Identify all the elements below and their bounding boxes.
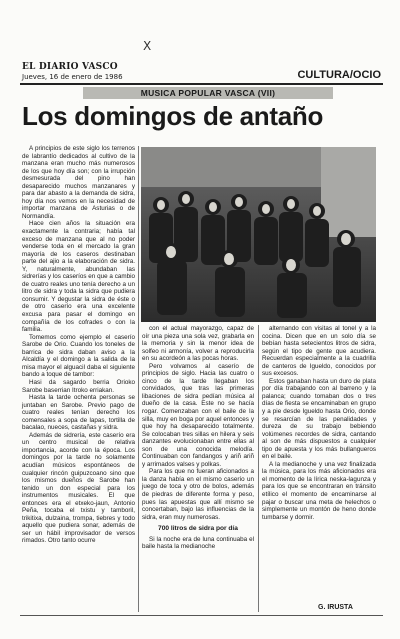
footer-rule — [20, 615, 383, 616]
photo-illustration — [141, 147, 376, 322]
paragraph: Hasi da sagardo berria Orioko Sarobe baserrian Itroko erriakan. — [22, 378, 135, 394]
section-title: CULTURA/OCIO — [297, 69, 381, 81]
column-divider — [138, 146, 139, 612]
paragraph: alternando con visitas al tonel y a la cocina. Dicen que en un solo día se bebían hasta setecientos litros de sidra, según el tipo de gente que acudiera. Recuerdan especialmente a la cuadrilla de canteros de Igueldo, conocidos por sus excesos. — [262, 325, 376, 378]
header-rule — [20, 83, 383, 85]
article-subhead: 700 litros de sidra por día — [158, 525, 238, 533]
article-column-2 — [142, 325, 254, 551]
article-kicker: MUSICA POPULAR VASCA (VII) — [83, 87, 333, 99]
paragraph: Hasta la tarde ochenta personas se juntaban en Sarobe. Previo pago de cuatro reales tenían derecho los comensales a sopa de lapas, tortilla de bacalao, nueces, castañas y sidra. — [22, 394, 135, 432]
paragraph: Para los que no fueran aficionados a la danza había en el mismo caserío un juego de toca y otro de bolos, además de piedras de diferente forma y peso, pues las apuestas que allí mismo se concertaban, bajo las influencias de la sidra, eran muy numerosas. — [142, 468, 254, 521]
article-headline: Los domingos de antaño — [22, 101, 324, 131]
paragraph: Hace cien años la situación era exactamente la contraria; había tal exceso de manzana que al no poder venderse toda en el mercado la gran mayoría de los caseros destinaban parte del ajio a la elaboración de sidra. Y, naturalmente, abundaban las sidrerías y los caseríos en que a cambio de cuatro reales uno tenía derecho a un litro de sidra y toda la sidra que pudiera consumir. Y degustar la sidra de éste o de otro caserío era una excelente excusa para pasar el domingo en compañía de los cofrades o con la familia. — [22, 220, 135, 334]
paragraph: Tomemos como ejemplo el caserío Sarobe de Orio. Cuando los toneles de barrica de sidra daban aviso a la Alcaldía y el domingo a la salida de la misa mayor el alguacil daba el siguiente bando a toque de tambor: — [22, 333, 135, 379]
issue-date: Jueves, 16 de enero de 1986 — [22, 73, 123, 81]
paragraph: A la medianoche y una vez finalizada la música, para los más aficionados era el momento de la lírica neska-lagunza y para los que se encontraran en tránsito etílico el momento de encaminarse al pajar o buscar una meta de helechos o simplemente un montón de heno donde tumbarse y dormir. — [262, 460, 376, 521]
group-photo — [141, 147, 376, 322]
author-signature: G. IRUSTA — [318, 604, 353, 611]
paragraph: Si la noche era de luna continuaba el baile hasta la medianoche — [142, 535, 254, 551]
paragraph: Estos ganaban hasta un duro de plata por día trabajando con al barreno y la palanca; cuando tomaban dos o tres días de fiesta se encaminaban en grupo y a pie desde Igueldo hasta Orio, donde se resarcían de las penalidades y dureza de su trabajo bebiendo volúmenes recordes de sidra, cantando al son de más dispuestos a cualquier tipo de apuesta y los más bullangueros en el baile. — [262, 377, 376, 461]
paragraph: Pero volvamos al caserío de principios de siglo. Hacia las cuatro o cinco de la tarde llegaban los convidados, que tras las primeras libaciones de sidra pedían música al dueño de la casa. Este no se hacía rogar. Comenzaban con el baile de la silla, muy en boga por aquel entonces y que hoy ha desaparecido totalmente. Se colocaban tres sillas en hilera y seis danzantes evolucionaban entre ellas al son de una conocida melodía. Continuaban con fandangos y ariñ ariñ y arrimados valses y polkas. — [142, 362, 254, 468]
column-divider — [258, 325, 259, 612]
handwritten-mark: X — [143, 39, 152, 53]
paragraph: A principios de este siglo los terrenos de labrantío dedicados al cultivo de la manzana eran mucho más numerosos de los que hoy día son; con la irrupción desmesurada del pino han desaparecido muchos manzanares y para dar abasto a la demanda de sidra, hoy día nos vemos en la necesidad de importar manzana de Asturias o de Normandía. — [22, 145, 135, 220]
article-column-1 — [22, 145, 135, 545]
newspaper-name: EL DIARIO VASCO — [22, 62, 118, 72]
paragraph: con el actual mayorazgo, capaz de oír una pieza una sola vez, grabarla en la memoria y sin la menor idea de solfeo ni armonía, volver a reproducirla en su acordeón a las pocas horas. — [142, 325, 254, 363]
article-column-3 — [262, 325, 376, 521]
paragraph: Además de sidrería, este caserío era un centro musical de relativa importancia, acorde con la época. Los domingos por la tarde no solamente acudían músicos espontáneos de cualquier rincón guipuzcoano sino que los mismos dueños de Sarobe han tenido un don especial para los instrumentos musicales. El que entonces era el etxeko-jaun, Antonio Peña, tocaba el txistu y tamboril, trikitixa, dulzaina, trompa, tiebres y todo aquello que pudiera sonar, además de ser un hábil improvisador de versos rimados. Otro tanto ocurre — [22, 431, 135, 545]
